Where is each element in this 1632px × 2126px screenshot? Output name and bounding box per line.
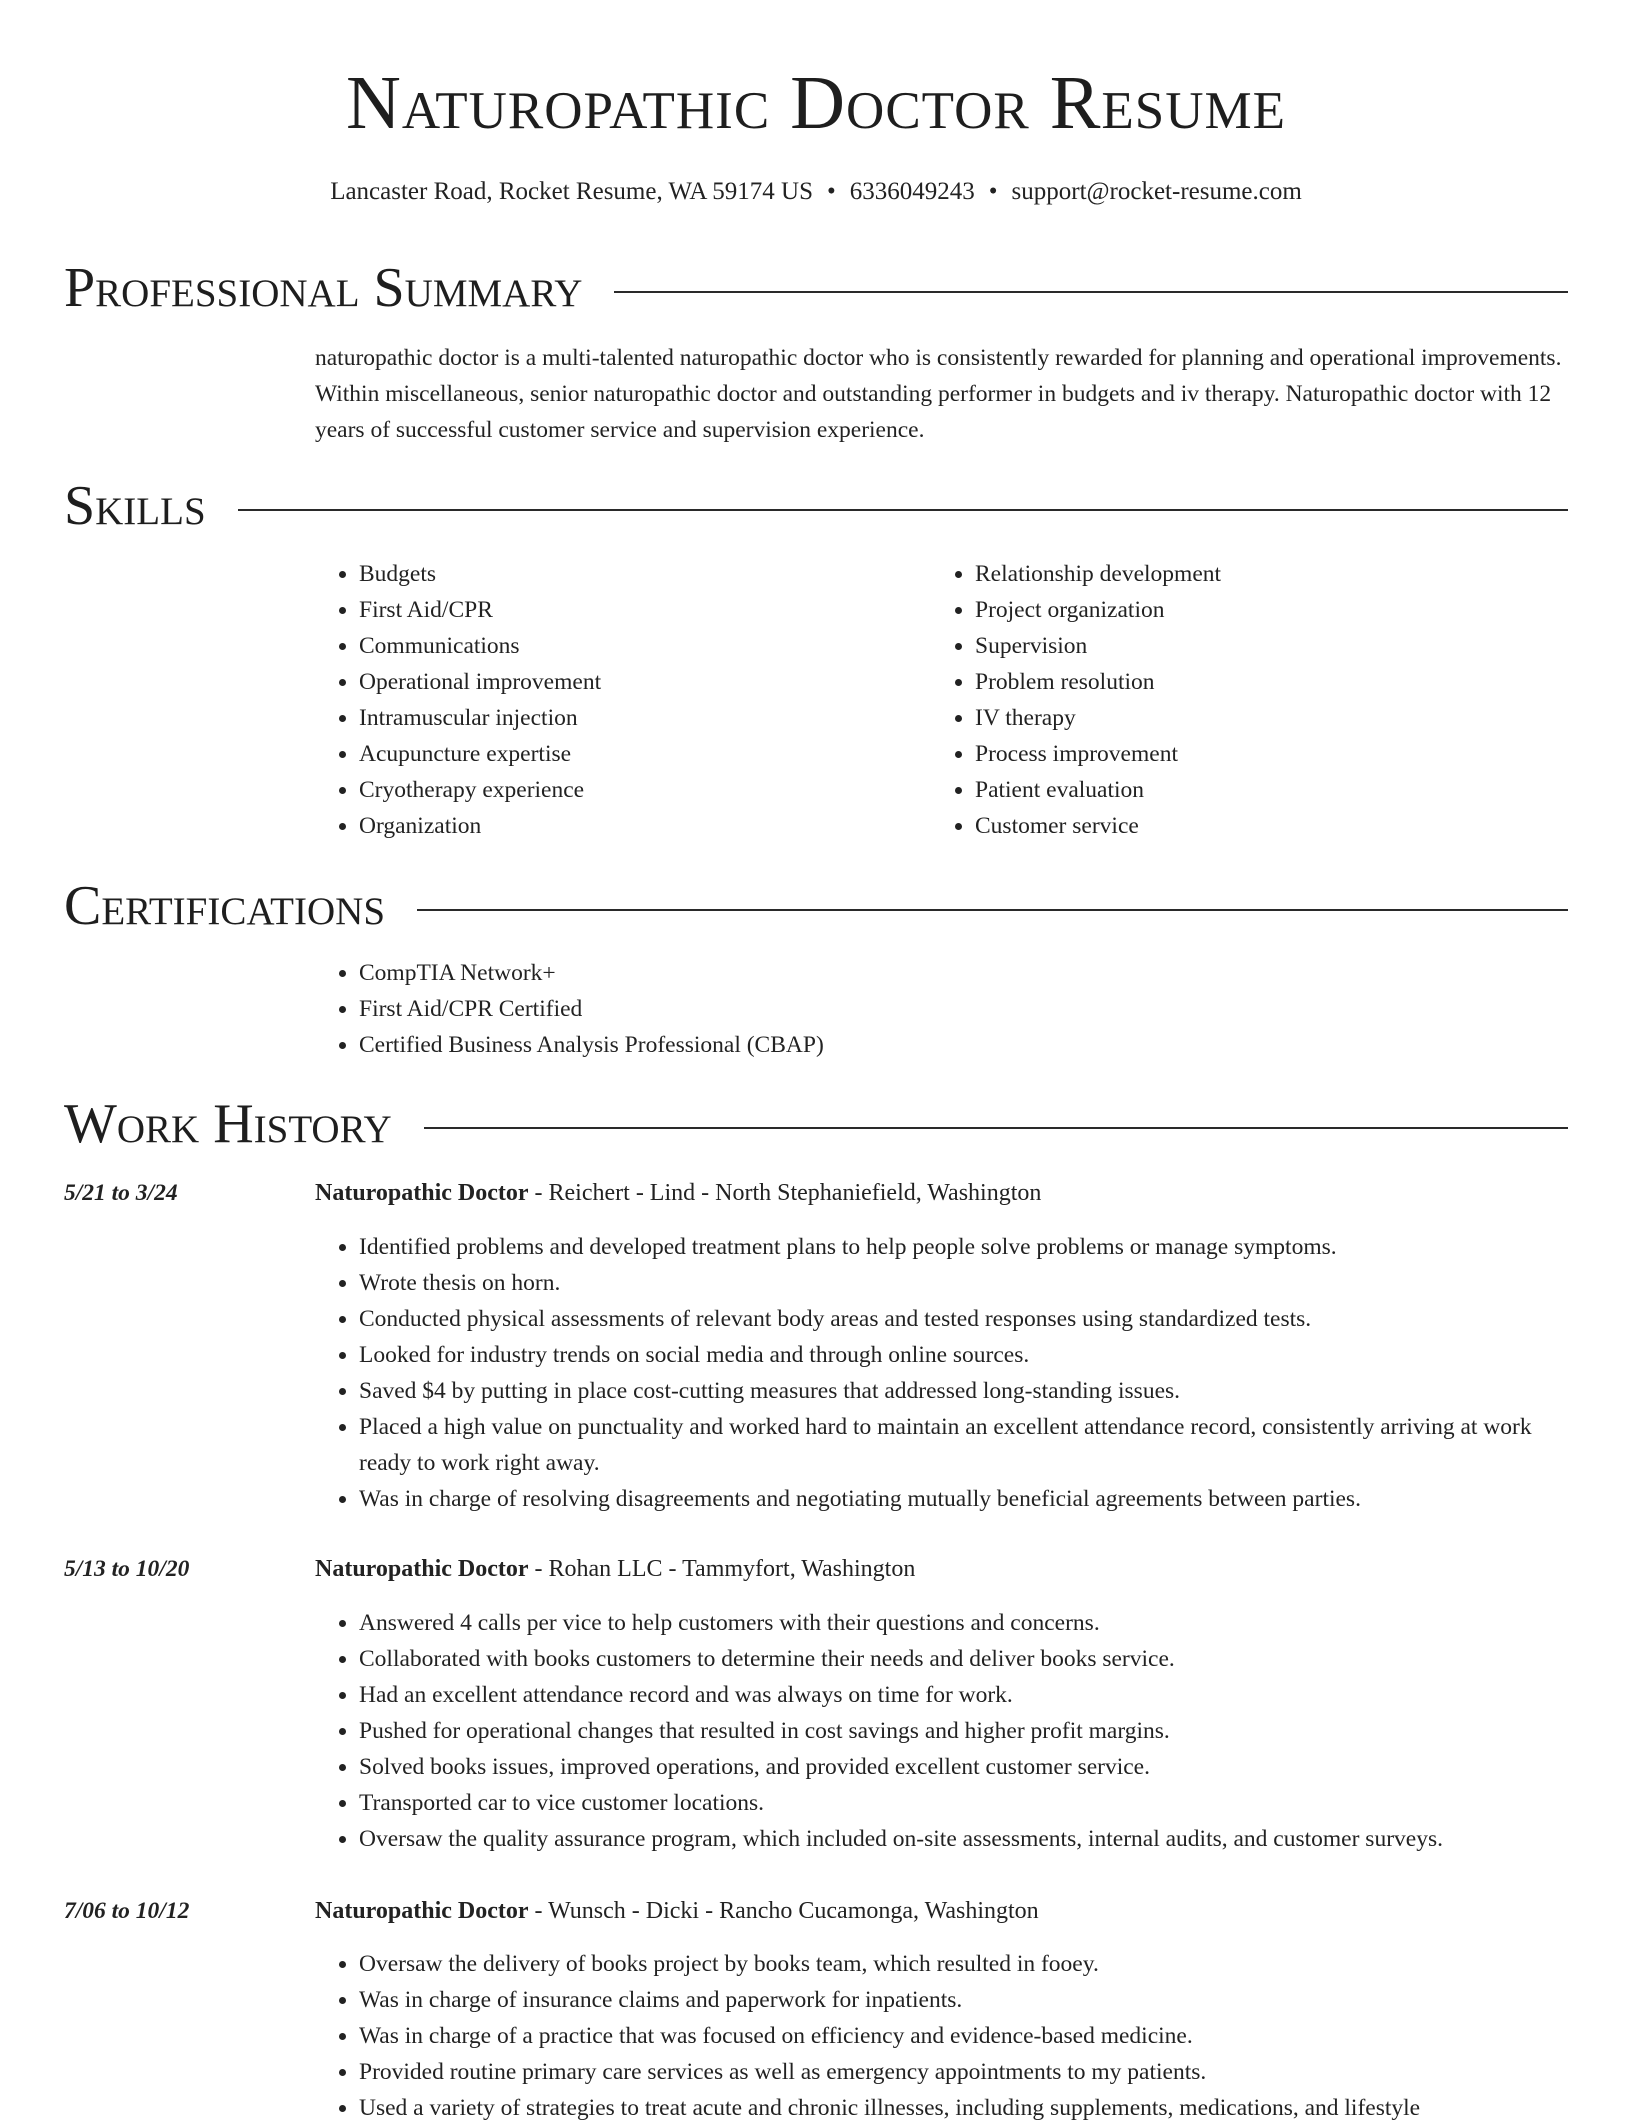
certifications-section-header [64, 874, 1568, 938]
job-dates: 5/21 to 3/24 [64, 1180, 178, 1206]
work-heading: Work History [64, 1093, 392, 1155]
list-item: • Customer service [975, 808, 1551, 844]
list-item: • Operational improvement [359, 664, 915, 700]
summary-heading: Professional Summary [64, 257, 583, 319]
job-heading [315, 1551, 1570, 1587]
list-item: • Used a variety of strategies to treat acute and chronic illnesses, including supplements, medications, and lifestyle [359, 2090, 1570, 2126]
list-item: • Looked for industry trends on social media and through online sources. [359, 1337, 1570, 1373]
list-item: • IV therapy [975, 700, 1551, 736]
contact-address: Lancaster Road, Rocket Resume, WA 59174 US [330, 178, 813, 205]
list-item: • Certified Business Analysis Professional (CBAP) [359, 1027, 1570, 1063]
skills-list-left [315, 556, 915, 844]
certifications-column [315, 955, 1570, 1063]
list-item: • Cryotherapy experience [359, 772, 915, 808]
skills-section-header [64, 474, 1568, 538]
contact-separator: • [826, 178, 836, 205]
list-item: • Answered 4 calls per vice to help customers with their questions and concerns. [359, 1605, 1570, 1641]
summary-section-header [64, 256, 1568, 320]
job-heading [315, 1175, 1570, 1211]
job-bullets [315, 1229, 1570, 1517]
list-item: • Was in charge of a practice that was focused on efficiency and evidence-based medicine. [359, 2018, 1570, 2054]
list-item: • Provided routine primary care services as well as emergency appointments to my patients. [359, 2054, 1570, 2090]
section-divider [614, 291, 1568, 293]
job-role: Naturopathic Doctor [315, 1898, 529, 1924]
list-item: • Organization [359, 808, 915, 844]
work-section-header [64, 1092, 1568, 1156]
job-details: - Reichert - Lind - North Stephaniefield, Washington [528, 1180, 1042, 1206]
skills-list-right [931, 556, 1551, 844]
skills-column-right [931, 556, 1551, 844]
list-item: • First Aid/CPR [359, 592, 915, 628]
resume-title: Naturopathic Doctor Resume [345, 61, 1287, 145]
skills-column-left [315, 556, 915, 844]
section-divider [238, 509, 1568, 511]
job-dates: 5/13 to 10/20 [64, 1556, 190, 1582]
section-divider [424, 1127, 1568, 1129]
certifications-list [315, 955, 1570, 1063]
list-item: • Had an excellent attendance record and was always on time for work. [359, 1677, 1570, 1713]
job-heading [315, 1893, 1570, 1929]
job-details: - Rohan LLC - Tammyfort, Washington [528, 1556, 916, 1582]
list-item: • Placed a high value on punctuality and worked hard to maintain an excellent attendance record, consistently arriving at work ready to work right away. [359, 1409, 1570, 1481]
list-item: • Intramuscular injection [359, 700, 915, 736]
list-item: • Supervision [975, 628, 1551, 664]
job-bullets-container [315, 1229, 1570, 1517]
list-item: • Wrote thesis on horn. [359, 1265, 1570, 1301]
contact-phone: 6336049243 [849, 178, 975, 205]
list-item: • Was in charge of resolving disagreements and negotiating mutually beneficial agreements between parties. [359, 1481, 1570, 1517]
job-bullets-container [315, 1946, 1570, 2126]
job-role: Naturopathic Doctor [315, 1556, 529, 1582]
list-item: • Relationship development [975, 556, 1551, 592]
list-item: • Patient evaluation [975, 772, 1551, 808]
list-item: • Oversaw the quality assurance program, which included on-site assessments, internal audits, and customer surveys. [359, 1821, 1570, 1857]
list-item: • Problem resolution [975, 664, 1551, 700]
list-item: • Solved books issues, improved operations, and provided excellent customer service. [359, 1749, 1570, 1785]
list-item: • Conducted physical assessments of relevant body areas and tested responses using standardized tests. [359, 1301, 1570, 1337]
job-bullets [315, 1946, 1570, 2126]
list-item: • Collaborated with books customers to determine their needs and deliver books service. [359, 1641, 1570, 1677]
certifications-heading: Certifications [64, 875, 386, 937]
skills-heading: Skills [64, 475, 206, 537]
list-item: • CompTIA Network+ [359, 955, 1570, 991]
list-item: • Saved $4 by putting in place cost-cutting measures that addressed long-standing issues. [359, 1373, 1570, 1409]
list-item: • Transported car to vice customer locations. [359, 1785, 1570, 1821]
list-item: • Project organization [975, 592, 1551, 628]
list-item: • Identified problems and developed treatment plans to help people solve problems or manage symptoms. [359, 1229, 1570, 1265]
list-item: • Oversaw the delivery of books project by books team, which resulted in fooey. [359, 1946, 1570, 1982]
list-item: • First Aid/CPR Certified [359, 991, 1570, 1027]
job-bullets [315, 1605, 1570, 1857]
list-item: • Acupuncture expertise [359, 736, 915, 772]
contact-separator: • [988, 178, 998, 205]
job-bullets-container [315, 1605, 1570, 1857]
contact-email: support@rocket-resume.com [1011, 178, 1302, 205]
list-item: • Budgets [359, 556, 915, 592]
job-role: Naturopathic Doctor [315, 1180, 529, 1206]
job-details: - Wunsch - Dicki - Rancho Cucamonga, Washington [528, 1898, 1039, 1924]
contact-line [0, 174, 1632, 210]
section-divider [417, 909, 1568, 911]
list-item: • Was in charge of insurance claims and paperwork for inpatients. [359, 1982, 1570, 2018]
job-dates: 7/06 to 10/12 [64, 1898, 190, 1924]
list-item: • Communications [359, 628, 915, 664]
summary-text: naturopathic doctor is a multi-talented naturopathic doctor who is consistently rewarded for planning and operational improvements. Within miscellaneous, senior naturopathic doctor and outstanding performer in budgets and iv therapy. Naturopathic doctor with 12 years of successful customer service and supervision experience. [315, 345, 1562, 443]
list-item: • Pushed for operational changes that resulted in cost savings and higher profit margins. [359, 1713, 1570, 1749]
list-item: • Process improvement [975, 736, 1551, 772]
